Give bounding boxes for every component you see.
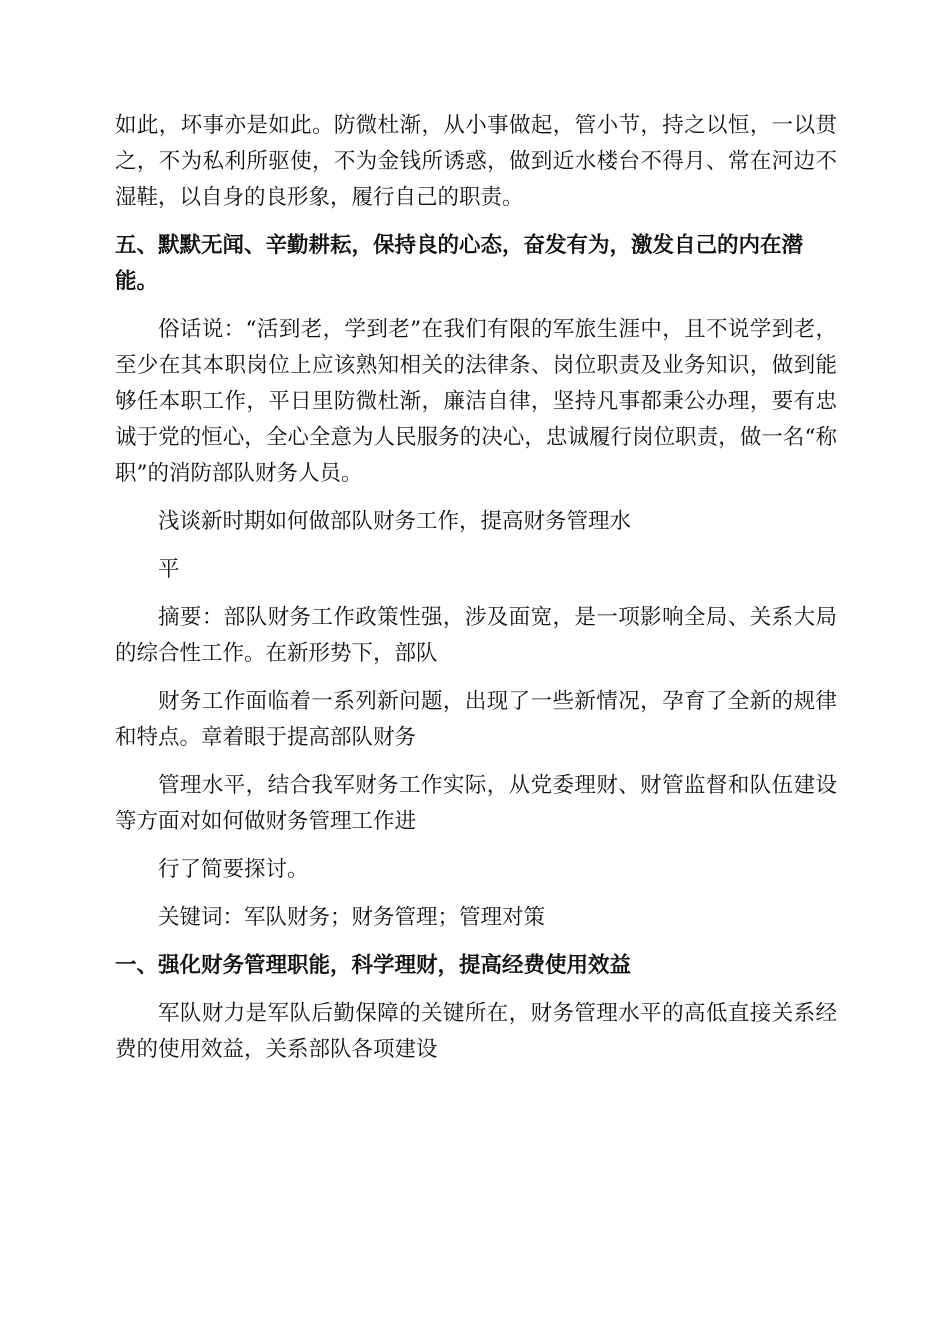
paragraph-military-finance: 军队财力是军队后勤保障的关键所在，财务管理水平的高低直接关系经费的使用效益，关系部队各项建设: [115, 1001, 837, 1062]
paragraph-proverb: 俗话说：“活到老，学到老”在我们有限的军旅生涯中，且不说学到老，至少在其本职岗位上应该熟知相关的法律条、岗位职责及业务知识，做到能够任本职工作，平日里防微杜渐，廉洁自律，坚持凡事都秉公办理，要有忠诚于党的恒心，全心全意为人民服务的决心，忠诚履行岗位职责，做一名“称职”的消防部队财务人员。: [115, 317, 837, 486]
document-body: [115, 108, 837, 1068]
section-heading-one: 一、强化财务管理职能，科学理财，提高经费使用效益: [115, 953, 632, 978]
article-title-line-2: 平: [158, 557, 180, 582]
abstract-part-4: 行了简要探讨。: [158, 857, 309, 882]
article-title-line-1: 浅谈新时期如何做部队财务工作，提高财务管理水: [158, 509, 632, 534]
keywords: 关键词：军队财务；财务管理；管理对策: [158, 905, 546, 930]
abstract-part-1: 摘要：部队财务工作政策性强，涉及面宽，是一项影响全局、关系大局的综合性工作。在新形势下，部队: [115, 605, 837, 666]
paragraph-continuation: 如此，坏事亦是如此。防微杜渐，从小事做起，管小节，持之以恒，一以贯之，不为私利所驱使，不为金钱所诱惑，做到近水楼台不得月、常在河边不湿鞋，以自身的良形象，履行自己的职责。: [115, 113, 837, 210]
section-heading-five: 五、默默无闻、辛勤耕耘，保持良的心态，奋发有为，激发自己的内在潜能。: [115, 233, 804, 294]
abstract-part-3: 管理水平，结合我军财务工作实际，从党委理财、财管监督和队伍建设等方面对如何做财务管理工作进: [115, 773, 837, 834]
abstract-part-2: 财务工作面临着一系列新问题，出现了一些新情况，孕育了全新的规律和特点。章着眼于提高部队财务: [115, 689, 837, 750]
